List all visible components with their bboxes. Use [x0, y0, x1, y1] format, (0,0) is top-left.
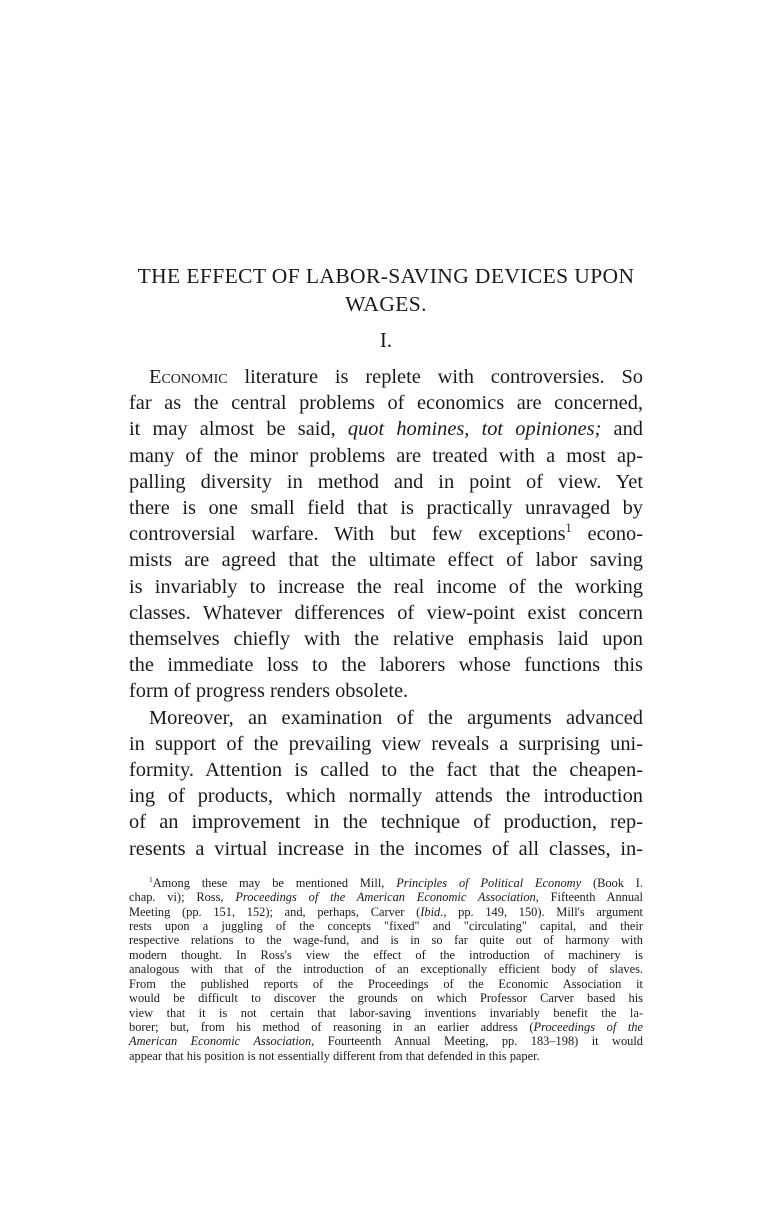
- text-line: is invariably to increase the real income of the working: [129, 575, 643, 598]
- footnote-reference[interactable]: 1: [565, 521, 572, 536]
- text-run: Among these may be mentioned Mill,: [152, 875, 397, 890]
- footnote-line: [129, 876, 643, 890]
- footnote-line: appear that his position is not essentially different from that defended in this paper.: [129, 1048, 540, 1063]
- text-run: , pp. 149, 150). Mill's argument: [443, 904, 643, 919]
- text-line: Moreover, an examination of the arguments advanced: [149, 706, 643, 729]
- footnote-line: [129, 1020, 643, 1034]
- text-line: many of the minor problems are treated with a most ap-: [129, 444, 643, 467]
- title-line: WAGES.: [345, 292, 427, 316]
- italic-phrase: Ibid.: [420, 904, 444, 919]
- footnote-line: modern thought. In Ross's view the effect of the introduction of machinery is: [129, 947, 643, 962]
- text-line: [129, 364, 643, 390]
- title-line: THE EFFECT OF LABOR-SAVING DEVICES UPON: [137, 264, 635, 288]
- text-line: palling diversity in method and in point of view. Yet: [129, 470, 643, 493]
- footnote-line: view that it is not certain that labor-saving inventions invariably benefit the la-: [129, 1005, 643, 1020]
- text-line: resents a virtual increase in the incomes of all classes, in-: [129, 837, 643, 860]
- footnote-line: From the published reports of the Proceedings of the Economic Association it: [129, 976, 643, 991]
- text-run: , Fifteenth Annual: [535, 890, 643, 905]
- text-line: form of progress renders obsolete.: [129, 680, 409, 703]
- text-line: [129, 521, 643, 547]
- text-run: (Book I.: [581, 875, 643, 890]
- text-run: and: [601, 418, 643, 441]
- italic-phrase: Principles of Political Economy: [396, 875, 582, 890]
- section-number: I.: [379, 328, 393, 352]
- paragraph-1: [129, 364, 643, 705]
- text-run: borer; but, from his method of reasoning in an earlier address (: [129, 1019, 534, 1034]
- text-run: chap. vi); Ross,: [129, 890, 236, 905]
- text-run: , Fourteenth Annual Meeting, pp. 183–198) it would: [311, 1034, 643, 1049]
- footnote-line: [129, 1034, 643, 1048]
- text-line: the immediate loss to the laborers whose functions this: [129, 654, 643, 677]
- text-line: far as the central problems of economics are concerned,: [129, 392, 643, 415]
- text-run: literature is replete with controversies. So: [227, 366, 643, 388]
- footnote-line: rests upon a juggling of the concepts "fixed" and "circulating" capital, and their: [129, 919, 643, 934]
- italic-phrase: Proceedings of the: [533, 1019, 643, 1034]
- text-run: it may almost be said,: [129, 418, 348, 441]
- footnote: [129, 876, 643, 1063]
- drop-word: Economic: [149, 366, 228, 388]
- text-line: there is one small field that is practically unravaged by: [129, 497, 643, 520]
- document-page: [129, 262, 643, 1063]
- text-run: controversial warfare. With but few exceptions: [129, 523, 566, 546]
- footnote-line: analogous with that of the introduction of an exceptionally efficient body of slaves.: [129, 962, 643, 977]
- text-run: econo-: [571, 523, 643, 546]
- text-line: [129, 416, 643, 442]
- footnote-marker: 1: [149, 874, 153, 884]
- footnote-line: respective relations to the wage-fund, and is in so far quite out of harmony with: [129, 933, 643, 948]
- italic-phrase: American Economic Association: [129, 1034, 312, 1049]
- paragraph-2: [129, 705, 643, 862]
- text-line: of an improvement in the technique of production, rep-: [129, 811, 643, 834]
- footnote-line: [129, 890, 643, 904]
- text-line: mists are agreed that the ultimate effect of labor saving: [129, 549, 643, 572]
- italic-phrase: quot homines, tot opiniones;: [347, 418, 602, 441]
- text-line: classes. Whatever differences of view-point exist concern: [129, 601, 643, 624]
- footnote-line: would be difficult to discover the grounds on which Professor Carver based his: [129, 991, 643, 1006]
- footnote-line: [129, 905, 643, 919]
- article-title: [129, 262, 643, 318]
- text-line: ing of products, which normally attends the introduction: [129, 785, 643, 808]
- italic-phrase: Proceedings of the American Economic Association: [235, 890, 536, 905]
- text-run: Meeting (pp. 151, 152); and, perhaps, Carver (: [129, 904, 421, 919]
- text-line: formity. Attention is called to the fact that the cheapen-: [129, 759, 643, 782]
- text-line: in support of the prevailing view reveals a surprising uni-: [129, 732, 643, 755]
- text-line: themselves chiefly with the relative emphasis laid upon: [129, 628, 643, 651]
